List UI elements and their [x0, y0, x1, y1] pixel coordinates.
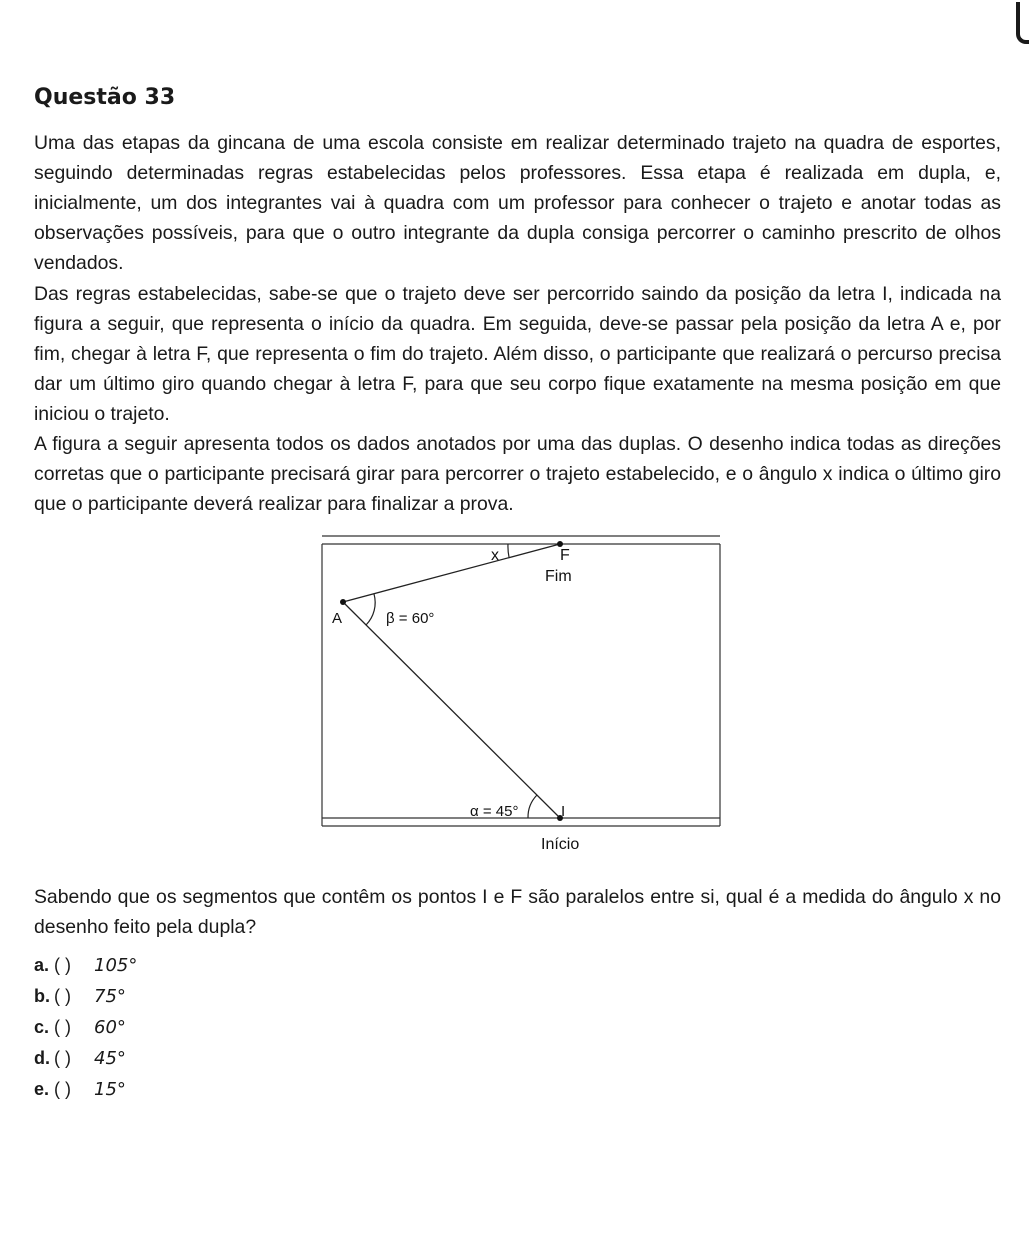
- question-prompt: Sabendo que os segmentos que contêm os pontos I e F são paralelos entre si, qual é a medida do ângulo x no desenho feito pela dupla?: [34, 886, 1001, 938]
- label-inicio: Início: [541, 836, 580, 853]
- option-value: 105°: [94, 955, 138, 976]
- point-A: [340, 599, 346, 605]
- angle-arc-alpha: [528, 795, 537, 818]
- label-beta: β = 60°: [386, 610, 435, 627]
- option-letter: b.: [34, 986, 50, 1006]
- option-value: 75°: [94, 986, 126, 1007]
- question-paragraph-1: Uma das etapas da gincana de uma escola consiste em realizar determinado trajeto na quadra de esportes, seguindo determinadas regras estabelecidas pelos professores. Essa etapa é realizada em dupla, e, inicialmente, um dos integrantes vai à quadra com um professor para conhecer o trajeto e anotar todas as observações possíveis, para que o outro integrante da dupla consiga percorrer o caminho prescrito de olhos vendados.: [34, 132, 1001, 274]
- label-I: I: [561, 803, 566, 820]
- angle-arc-x: [508, 544, 509, 557]
- option-e[interactable]: [34, 1074, 137, 1105]
- label-F: F: [560, 547, 570, 564]
- path-segment-I-to-A: [343, 602, 560, 818]
- option-c[interactable]: [34, 1012, 137, 1043]
- angle-arc-beta: [366, 594, 375, 625]
- option-checkbox[interactable]: ( ): [54, 1079, 71, 1099]
- option-d[interactable]: [34, 1043, 137, 1074]
- court-figure: [316, 530, 726, 860]
- path-segment-A-to-F: [343, 544, 560, 602]
- label-A: A: [332, 610, 343, 627]
- option-letter: d.: [34, 1048, 50, 1068]
- option-value: 15°: [94, 1079, 126, 1100]
- court-diagram: [316, 530, 726, 860]
- option-a[interactable]: [34, 950, 137, 981]
- option-checkbox[interactable]: ( ): [54, 1048, 71, 1068]
- answer-options: [34, 950, 137, 1105]
- option-value: 45°: [94, 1048, 126, 1069]
- label-fim: Fim: [545, 568, 572, 585]
- question-paragraph-3: A figura a seguir apresenta todos os dados anotados por uma das duplas. O desenho indica todas as direções corretas que o participante precisará girar para percorrer o trajeto estabelecido, e o ângulo x indica o último giro que o participante deverá realizar para finalizar a prova.: [34, 433, 1001, 515]
- label-alpha: α = 45°: [470, 803, 519, 820]
- option-checkbox[interactable]: ( ): [54, 1017, 71, 1037]
- option-letter: c.: [34, 1017, 50, 1037]
- option-letter: e.: [34, 1079, 50, 1099]
- option-checkbox[interactable]: ( ): [54, 955, 71, 975]
- option-letter: a.: [34, 955, 50, 975]
- label-x: x: [491, 547, 499, 564]
- option-checkbox[interactable]: ( ): [54, 986, 71, 1006]
- option-value: 60°: [94, 1017, 126, 1038]
- question-title: Questão 33: [34, 85, 176, 110]
- question-paragraph-2: Das regras estabelecidas, sabe-se que o trajeto deve ser percorrido saindo da posição da letra I, indicada na figura a seguir, que representa o início da quadra. Em seguida, deve-se passar pela posição da letra A e, por fim, chegar à letra F, que representa o fim do trajeto. Além disso, o participante que realizará o percurso precisa dar um último giro quando chegar à letra F, para que seu corpo fique exatamente na mesma posição em que iniciou o trajeto.: [34, 283, 1001, 425]
- page-corner-mark: [1016, 2, 1029, 44]
- option-b[interactable]: [34, 981, 137, 1012]
